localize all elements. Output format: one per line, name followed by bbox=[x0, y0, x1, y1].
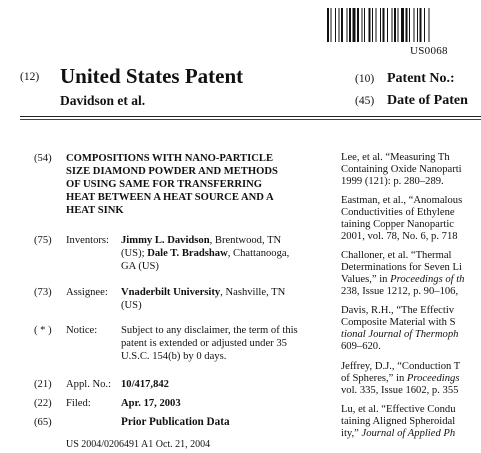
publication-number: US0068 bbox=[410, 45, 448, 57]
prior-pub-entry: US 2004/0206491 A1 Oct. 21, 2004 bbox=[66, 439, 211, 450]
filed-code: (22) bbox=[34, 398, 52, 409]
invention-title-line-5: HEAT SINK bbox=[66, 205, 124, 216]
inventor-1-name: Jimmy L. Davidson bbox=[121, 235, 210, 246]
reference-3-line-2: Determinations for Seven Li bbox=[341, 262, 462, 273]
assignee-name: Vnaderbilt University bbox=[121, 287, 221, 298]
inventor-1-country: (US); bbox=[121, 248, 145, 259]
inventors-line-1 bbox=[121, 234, 281, 247]
reference-5-spheres: of Spheres,” in bbox=[341, 373, 407, 384]
prior-pub-heading: Prior Publication Data bbox=[121, 416, 230, 428]
filed-label: Filed: bbox=[66, 398, 91, 409]
appl-code: (21) bbox=[34, 379, 52, 390]
reference-5-line-3: vol. 335, Issue 1602, p. 355 bbox=[341, 385, 459, 396]
reference-3-line-3 bbox=[341, 274, 464, 287]
reference-3-line-4: 238, Issue 1212, p. 90–106, bbox=[341, 286, 459, 297]
invention-title-line-4: HEAT BETWEEN A HEAT SOURCE AND A bbox=[66, 192, 274, 203]
header-rule-bottom bbox=[20, 119, 481, 120]
reference-2-line-2: Conductivities of Ethylene bbox=[341, 207, 455, 218]
date-of-patent-label: Date of Paten bbox=[387, 93, 468, 108]
notice-text-line-1: Subject to any disclaimer, the term of this bbox=[121, 325, 298, 336]
appl-no-label: Appl. No.: bbox=[66, 379, 112, 390]
header-rule-top bbox=[20, 116, 481, 117]
invention-title-line-2: SIZE DIAMOND POWDER AND METHODS bbox=[66, 166, 278, 177]
reference-6-line-1: Lu, et al. “Effective Condu bbox=[341, 404, 456, 415]
patent-no-label: Patent No.: bbox=[387, 71, 455, 86]
reference-6-line-3 bbox=[341, 428, 455, 441]
assignee-location: , Nashville, TN bbox=[220, 287, 286, 298]
reference-2-line-3: taining Copper Nanopartic bbox=[341, 219, 454, 230]
reference-4-line-2: Composite Material with S bbox=[341, 317, 456, 328]
reference-3-values: Values,” in bbox=[341, 274, 391, 285]
reference-1-line-2: Containing Oxide Nanoparti bbox=[341, 164, 462, 175]
prior-pub-code: (65) bbox=[34, 417, 52, 428]
reference-6-ity: ity,” bbox=[341, 428, 362, 439]
code-10: (10) bbox=[355, 73, 375, 85]
reference-3-journal: Proceedings of th bbox=[390, 274, 465, 285]
appl-no-value: 10/417,842 bbox=[121, 379, 169, 390]
code-45: (45) bbox=[355, 95, 375, 107]
code-12: (12) bbox=[20, 71, 40, 83]
assignee-country: (US) bbox=[121, 300, 142, 311]
reference-1-line-1: Lee, et al. “Measuring Th bbox=[341, 152, 450, 163]
inventors-line-2 bbox=[121, 247, 289, 260]
assignee-label: Assignee: bbox=[66, 287, 108, 298]
reference-4-line-3: tional Journal of Thermoph bbox=[341, 329, 459, 340]
barcode-graphic bbox=[325, 8, 481, 42]
reference-6-journal: Journal of Applied Ph bbox=[361, 428, 456, 439]
reference-4-line-1: Davis, R.H., “The Effectiv bbox=[341, 305, 455, 316]
inventors-code: (75) bbox=[34, 235, 52, 246]
inventor-1-location: , Brentwood, TN bbox=[209, 235, 282, 246]
authors-line: Davidson et al. bbox=[60, 93, 146, 108]
reference-3-line-1: Challoner, et al. “Thermal bbox=[341, 250, 452, 261]
inventor-2-name: Dale T. Bradshaw bbox=[147, 248, 228, 259]
assignee-code: (73) bbox=[34, 287, 52, 298]
notice-code: ( * ) bbox=[34, 325, 52, 336]
reference-2-line-4: 2001, vol. 78, No. 6, p. 718 bbox=[341, 231, 458, 242]
reference-5-journal: Proceedings bbox=[406, 373, 460, 384]
assignee-line-1 bbox=[121, 286, 285, 299]
reference-2-line-1: Eastman, et al., “Anomalous bbox=[341, 195, 463, 206]
barcode bbox=[325, 8, 481, 42]
reference-5-line-2 bbox=[341, 373, 459, 386]
reference-5-line-1: Jeffrey, D.J., “Conduction T bbox=[341, 361, 461, 372]
reference-1-line-3: 1999 (121): p. 280–289. bbox=[341, 176, 444, 187]
notice-text-line-3: U.S.C. 154(b) by 0 days. bbox=[121, 351, 227, 362]
filed-date: Apr. 17, 2003 bbox=[121, 398, 181, 409]
inventors-label: Inventors: bbox=[66, 235, 109, 246]
inventor-2-location: , Chattanooga, bbox=[227, 248, 290, 259]
reference-6-line-2: taining Aligned Spheroidal bbox=[341, 416, 456, 427]
invention-title-line-1: COMPOSITIONS WITH NANO-PARTICLE bbox=[66, 153, 274, 164]
inventor-2-country: GA (US) bbox=[121, 261, 159, 272]
document-type-title: United States Patent bbox=[60, 64, 244, 88]
notice-label: Notice: bbox=[66, 325, 98, 336]
reference-4-line-4: 609–620. bbox=[341, 341, 381, 352]
invention-title-line-3: OF USING SAME FOR TRANSFERRING bbox=[66, 179, 263, 190]
title-code: (54) bbox=[34, 153, 52, 164]
notice-text-line-2: patent is extended or adjusted under 35 bbox=[121, 338, 287, 349]
